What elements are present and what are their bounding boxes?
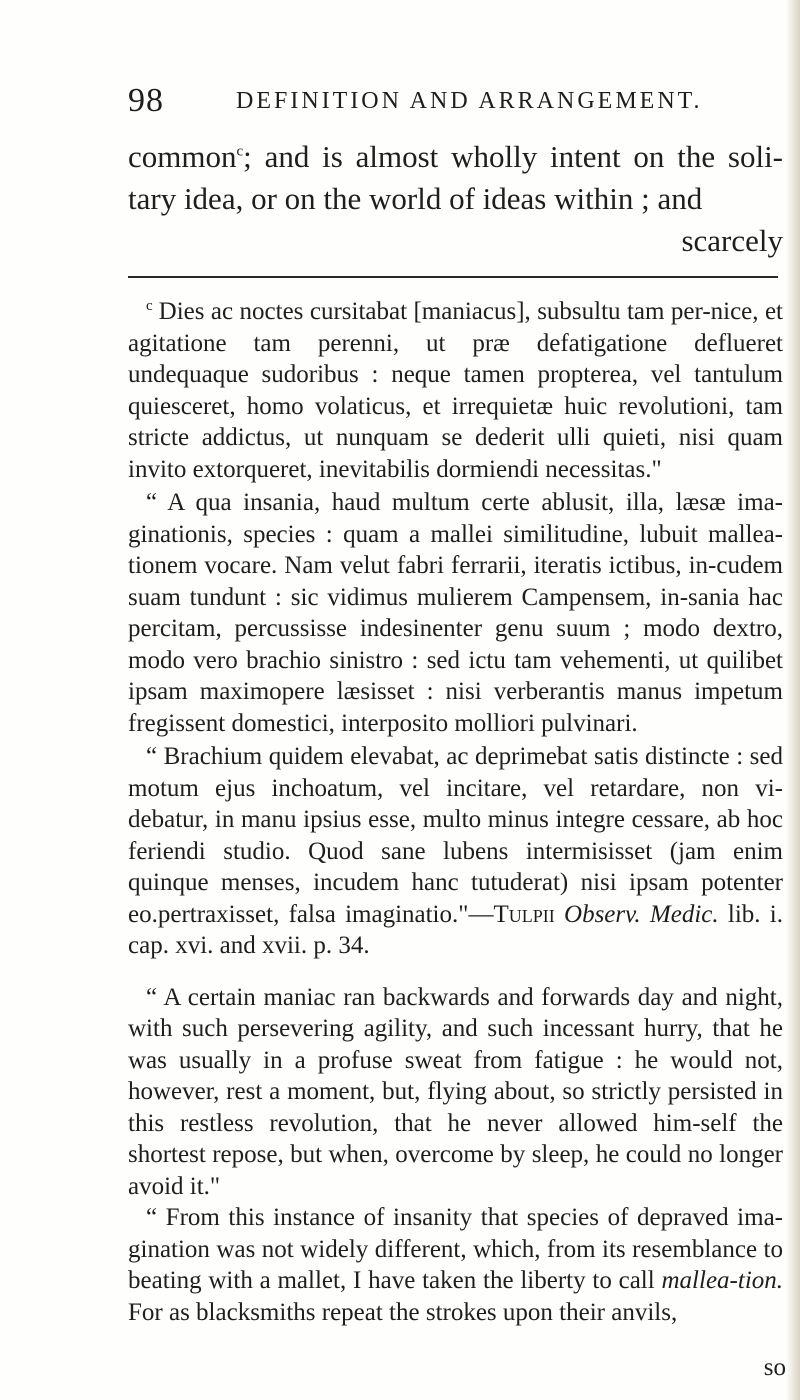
page-number: 98 <box>128 82 164 119</box>
footnote-latin-paragraph-1 <box>128 296 783 485</box>
page-edge-shadow <box>786 0 800 1400</box>
citation-work: Observ. Medic. <box>564 900 719 928</box>
citation-reference: lib. i. cap. xvi. and xvii. p. 34. <box>128 900 784 959</box>
footnote-english-paragraph-1: “ A certain maniac ran backwards and forwards day and night, with such persevering agility, and such incessant hurry, that he was usually in a profuse sweat from fatigue : he would not, however, rest a moment, but, flying about, so strictly persisted in this restless revolution, that he never allowed him-self the shortest repose, but when, overcome by sleep, he could no longer avoid it." <box>128 983 783 1200</box>
page-header <box>128 82 738 122</box>
footnote-latin-text-1: Dies ac noctes cursitabat [maniacus], subsultu tam per-nice, et agitatione tam perenni, ut præ defatigatione deflueret undequaque sudoribus : neque tamen propterea, vel tantulum quiesceret, homo volaticus, et irrequietæ huic revolutioni, tam stricte addictus, ut nunquam se dederit ulli quieti, nisi quam invito extorqueret, inevitabilis dormiendi necessitas." <box>128 298 783 483</box>
footnote-reference: c <box>236 143 244 160</box>
footnote-block <box>128 296 783 1328</box>
footnote-english-text-2a: “ From this instance of insanity that species of depraved ima-gination was not widely different, which, from its resemblance to beating with a mallet, I have taken the liberty to call <box>128 1204 783 1294</box>
running-head: DEFINITION AND ARRANGEMENT. <box>236 88 703 114</box>
footnote-english-paragraph-2 <box>128 1202 783 1328</box>
footnote-latin-paragraph-2: “ A qua insania, haud multum certe ablusit, illa, læsæ ima-ginationis, species : quam a mallei similitudine, lubuit mallea-tionem vocare. Nam velut fabri ferrarii, iteratis ictibus, in-cudem suam tundunt : sic vidimus mulierem Campensem, in-sania hac percitam, percussisse indesinenter genu suum ; modo dextro, modo vero brachio sinistro : sed ictu tam vehementi, ut quilibet ipsam maximopere læsisset : nisi verberantis manus impetum fregissent domestici, interposito molliori pulvinari. <box>128 489 783 737</box>
footnote-latin-paragraph-3 <box>128 741 783 962</box>
footnote-rule <box>128 276 778 278</box>
citation-author: Tulpii <box>493 900 555 928</box>
main-text-start: common <box>128 139 237 174</box>
footnote-english-text-2b: For as blacksmiths repeat the strokes upon their anvils, <box>128 1298 678 1326</box>
page-body <box>128 136 783 1328</box>
main-text <box>128 136 783 262</box>
main-text-rest: ; and is almost wholly intent on the soli-tary idea, or on the world of ideas within ; and <box>128 139 783 216</box>
footnote-latin-text-3: “ Brachium quidem elevabat, ac deprimebat satis distincte : sed motum ejus inchoatum, vel incitare, vel retardare, non vi-debatur, in manu ipsius esse, multo minus integre cessare, ab hoc feriendi studio. Quod sane lubens intermisisset (jam enim quinque menses, incudem hanc tutuderat) nisi ipsam potenter eo.pertraxisset, falsa imaginatio."— <box>128 743 783 928</box>
footnote-mark: c <box>146 297 153 314</box>
page-catchword: so <box>763 1354 786 1381</box>
main-paragraph <box>128 136 783 220</box>
footnote-term-malleation: mallea-tion. <box>661 1267 784 1294</box>
main-text-catchword: scarcely <box>681 223 783 258</box>
